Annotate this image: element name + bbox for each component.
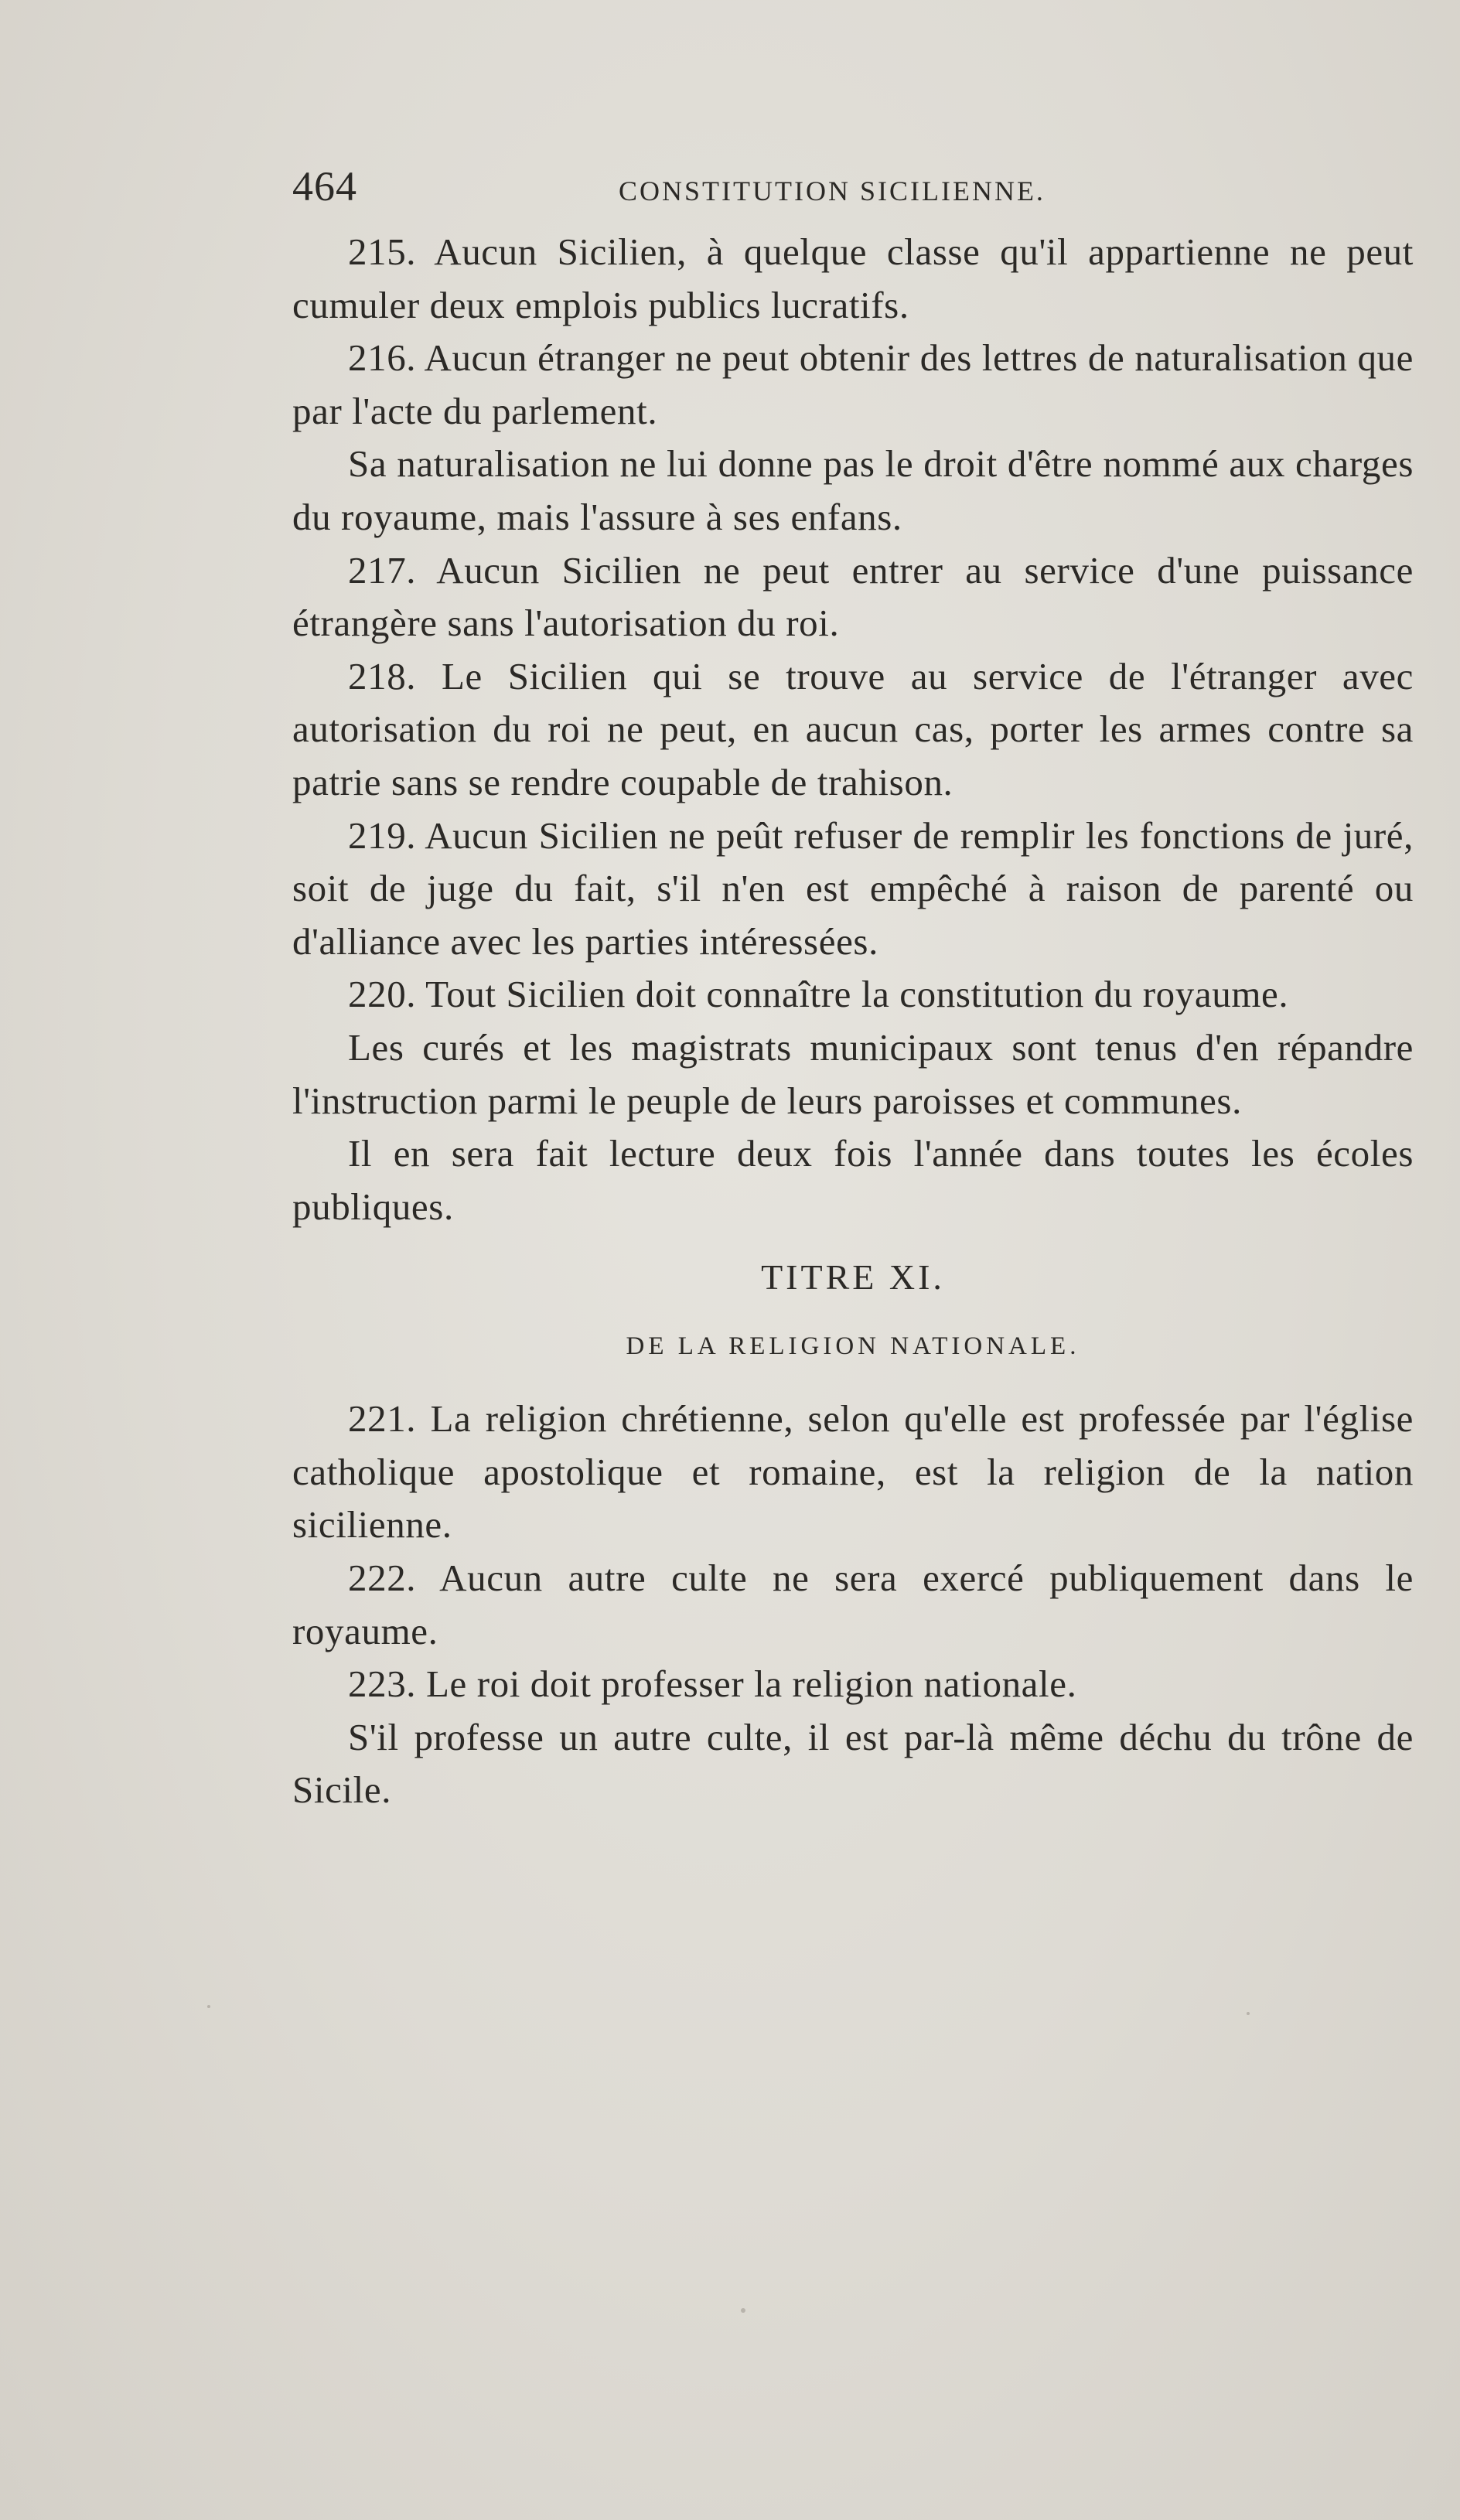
article-219: 219. Aucun Sicilien ne peût refuser de remplir les fonctions de juré, soit de juge du fait, s'il n'en est empêché à raison de parenté ou d'alliance avec les parties intéressées. — [292, 813, 1414, 963]
section-title: TITRE XI. — [761, 1257, 945, 1298]
article-221: 221. La religion chrétienne, selon qu'elle est professée par l'église catholique apostolique et romaine, est la religion de la nation sicilienne. — [292, 1397, 1414, 1546]
article-216-continued: Sa naturalisation ne lui donne pas le droit d'être nommé aux charges du royaume, mais l'assure à ses enfans. — [292, 442, 1414, 538]
page-number: 464 — [292, 163, 357, 210]
paper-speck — [207, 2005, 210, 2008]
article-220-clergy: Les curés et les magistrats municipaux sont tenus d'en répandre l'instruction parmi le peuple de leurs paroisses et communes. — [292, 1025, 1414, 1122]
article-217: 217. Aucun Sicilien ne peut entrer au service d'une puissance étrangère sans l'autorisation du roi. — [292, 548, 1414, 645]
page-header — [292, 162, 1414, 226]
article-218: 218. Le Sicilien qui se trouve au service de l'étranger avec autorisation du roi ne peut, en aucun cas, porter les armes contre sa patrie sans se rendre coupable de trahison. — [292, 654, 1414, 803]
page-text — [292, 162, 1414, 1817]
article-216: 216. Aucun étranger ne peut obtenir des lettres de naturalisation que par l'acte du parlement. — [292, 336, 1414, 432]
article-215: 215. Aucun Sicilien, à quelque classe qu'il appartienne ne peut cumuler deux emplois publics lucratifs. — [292, 230, 1414, 326]
article-223-continued: S'il professe un autre culte, il est par-là même déchu du trône de Sicile. — [292, 1715, 1414, 1812]
running-title: CONSTITUTION SICILIENNE. — [619, 176, 1046, 206]
paper-speck — [1247, 2012, 1250, 2015]
show-through-text — [255, 1778, 1415, 2134]
article-220-schools: Il en sera fait lecture deux fois l'année dans toutes les écoles publiques. — [292, 1132, 1414, 1228]
section-subtitle: DE LA RELIGION NATIONALE. — [626, 1332, 1080, 1361]
article-223: 223. Le roi doit professer la religion nationale. — [348, 1662, 1077, 1706]
article-220: 220. Tout Sicilien doit connaître la constitution du royaume. — [348, 973, 1289, 1016]
paper-speck — [741, 2308, 745, 2313]
article-222: 222. Aucun autre culte ne sera exercé publiquement dans le royaume. — [292, 1557, 1414, 1652]
